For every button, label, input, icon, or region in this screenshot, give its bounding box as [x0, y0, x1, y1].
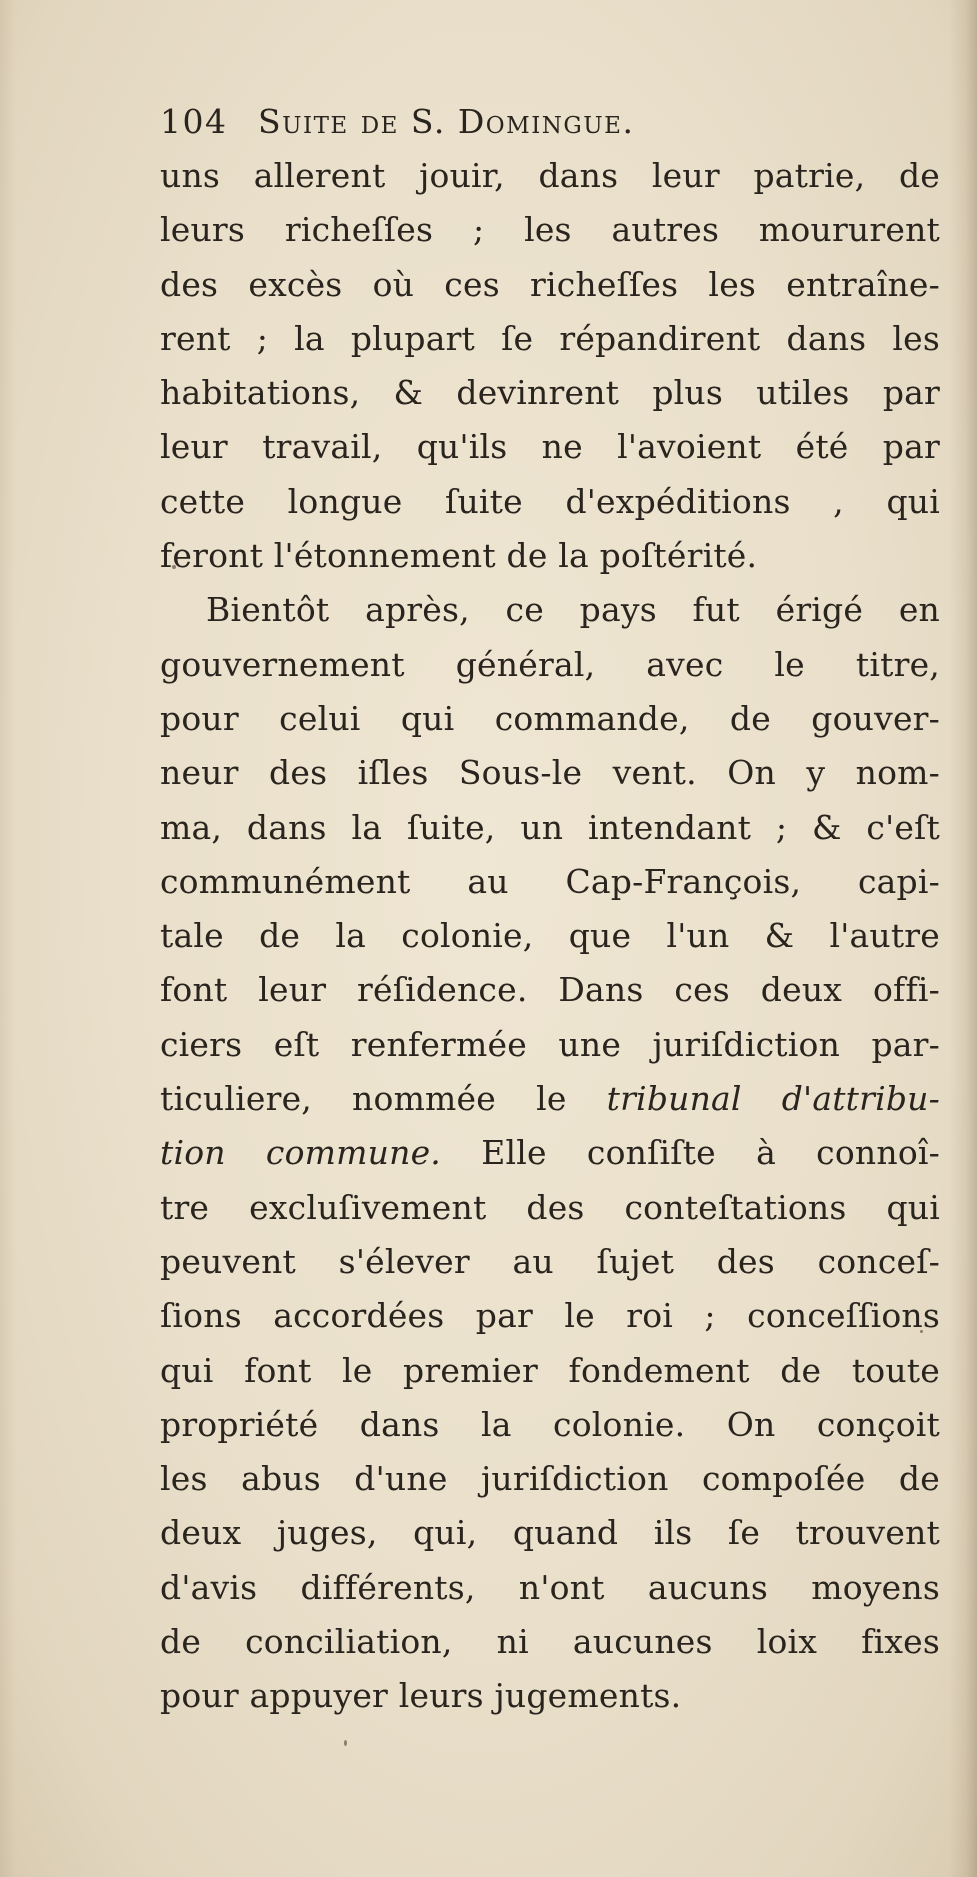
page-gutter-shadow — [949, 0, 977, 1877]
text-line: communément au Cap-François, capi- — [160, 861, 940, 901]
ink-speck — [344, 1740, 347, 1746]
text-line: pour celui qui commande, de gouver- — [160, 698, 940, 738]
text-line: propriété dans la colonie. On conçoit — [160, 1404, 940, 1444]
text-line: tre excluſivement des conteſtations qui — [160, 1187, 940, 1227]
text-fragment: Elle conſiſte à connoî- — [481, 1133, 940, 1173]
page-number: 104 — [160, 102, 228, 141]
text-line: ma, dans la ſuite, un intendant ; & c'eſt — [160, 807, 940, 847]
text-line-mixed — [160, 1072, 940, 1126]
text-line: neur des iſles Sous-le vent. On y nom- — [160, 753, 940, 793]
text-line: leur travail, qu'ils ne l'avoient été par — [160, 427, 940, 467]
text-line: qui font le premier fondement de toute — [160, 1350, 940, 1390]
text-line: d'avis différents, n'ont aucuns moyens — [160, 1567, 940, 1607]
text-line: les abus d'une juriſdiction compoſée de — [160, 1459, 940, 1499]
text-line: ciers eſt renfermée une juriſdiction par- — [160, 1024, 940, 1064]
text-fragment: ticuliere, nommée le — [160, 1079, 567, 1119]
paragraph-2 — [160, 583, 940, 1723]
text-line: feront l'étonnement de la poſtérité. — [160, 536, 758, 576]
running-title: Suite de S. Domingue. — [258, 102, 635, 141]
text-line: cette longue ſuite d'expéditions , qui — [160, 481, 940, 521]
paragraph-1 — [160, 149, 940, 583]
text-line: Bientôt après, ce pays fut érigé en — [206, 590, 940, 630]
running-head — [160, 95, 940, 149]
italic-fragment: tribunal d'attribu- — [606, 1079, 940, 1119]
text-line: leurs richeſſes ; les autres moururent — [160, 210, 940, 250]
text-line: font leur réſidence. Dans ces deux offi- — [160, 970, 940, 1010]
text-line: tale de la colonie, que l'un & l'autre — [160, 916, 940, 956]
text-line: ſions accordées par le roi ; conceſſions — [160, 1296, 940, 1336]
italic-fragment: tion commune. — [160, 1133, 441, 1173]
text-line: gouvernement général, avec le titre, — [160, 644, 940, 684]
text-line: habitations, & devinrent plus utiles par — [160, 373, 940, 413]
text-line: deux juges, qui, quand ils ſe trouvent — [160, 1513, 940, 1553]
text-line: rent ; la plupart ſe répandirent dans les — [160, 318, 940, 358]
text-line: de conciliation, ni aucunes loix fixes — [160, 1622, 940, 1662]
page-text — [160, 95, 940, 1724]
text-line: uns allerent jouir, dans leur patrie, de — [160, 156, 940, 195]
text-line: peuvent s'élever au ſujet des conceſ- — [160, 1241, 940, 1281]
text-line: des excès où ces richeſſes les entraîne- — [160, 264, 940, 304]
page-left-edge-shadow — [0, 0, 16, 1877]
text-line-mixed — [160, 1126, 940, 1180]
text-line: pour appuyer leurs jugements. — [160, 1676, 682, 1716]
